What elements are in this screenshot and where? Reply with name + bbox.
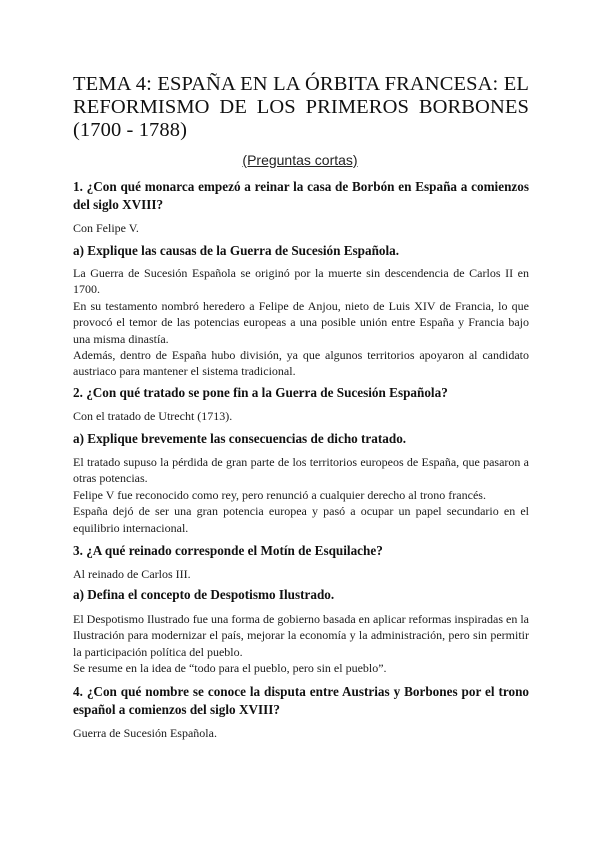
answer-3a-paragraph: Se resume en la idea de “todo para el pueblo, pero sin el pueblo”.: [73, 661, 387, 676]
answer-2: Con el tratado de Utrecht (1713).: [73, 409, 233, 423]
answer-4: Guerra de Sucesión Española.: [73, 726, 217, 740]
answer-3a-paragraph: El Despotismo Ilustrado fue una forma de gobierno basada en aplicar reformas inspiradas en la Ilustración para modernizar el país, mejorar la economía y la administración, pero sin permitir la participación política del pueblo.: [73, 612, 529, 659]
page-subtitle: (Preguntas cortas): [242, 152, 358, 168]
answer-1a: [73, 265, 529, 380]
answer-1: Con Felipe V.: [73, 221, 139, 235]
question-4: 4. ¿Con qué nombre se conoce la disputa entre Austrias y Borbones por el trono español a comienzos del siglo XVIII?: [73, 684, 529, 717]
answer-1a-paragraph: En su testamento nombró heredero a Felipe de Anjou, nieto de Luis XIV de Francia, lo que provocó el temor de las potencias europeas a una posible unión entre España y Francia bajo una misma dinastía.: [73, 298, 529, 346]
page-title: TEMA 4: ESPAÑA EN LA ÓRBITA FRANCESA: EL REFORMISMO DE LOS PRIMEROS BORBONES (1700 - 1788): [73, 73, 529, 141]
answer-2a-paragraph: España dejó de ser una gran potencia europea y pasó a ocupar un papel secundario en el equilibrio internacional.: [73, 504, 529, 535]
answer-2a: [73, 454, 529, 536]
answer-3: Al reinado de Carlos III.: [73, 567, 191, 581]
answer-2a-paragraph: Felipe V fue reconocido como rey, pero renunció a cualquier derecho al trono francés.: [73, 487, 486, 502]
question-1: 1. ¿Con qué monarca empezó a reinar la casa de Borbón en España a comienzos del siglo XVIII?: [73, 179, 529, 212]
question-3a: a) Defina el concepto de Despotismo Ilustrado.: [73, 587, 335, 602]
answer-3a: [73, 611, 529, 677]
question-2: 2. ¿Con qué tratado se pone fin a la Guerra de Sucesión Española?: [73, 385, 448, 400]
answer-2a-paragraph: El tratado supuso la pérdida de gran parte de los territorios europeos de España, que pasaron a otras potencias.: [73, 455, 529, 486]
question-3: 3. ¿A qué reinado corresponde el Motín de Esquilache?: [73, 543, 383, 558]
question-1a: a) Explique las causas de la Guerra de Sucesión Española.: [73, 243, 400, 258]
question-2a: a) Explique brevemente las consecuencias de dicho tratado.: [73, 431, 407, 446]
answer-1a-paragraph: Además, dentro de España hubo división, ya que algunos territorios apoyaron al candidato austriaco para mantener el sistema tradicional.: [73, 348, 529, 379]
answer-1a-paragraph: La Guerra de Sucesión Española se originó por la muerte sin descendencia de Carlos II en 1700.: [73, 266, 529, 297]
